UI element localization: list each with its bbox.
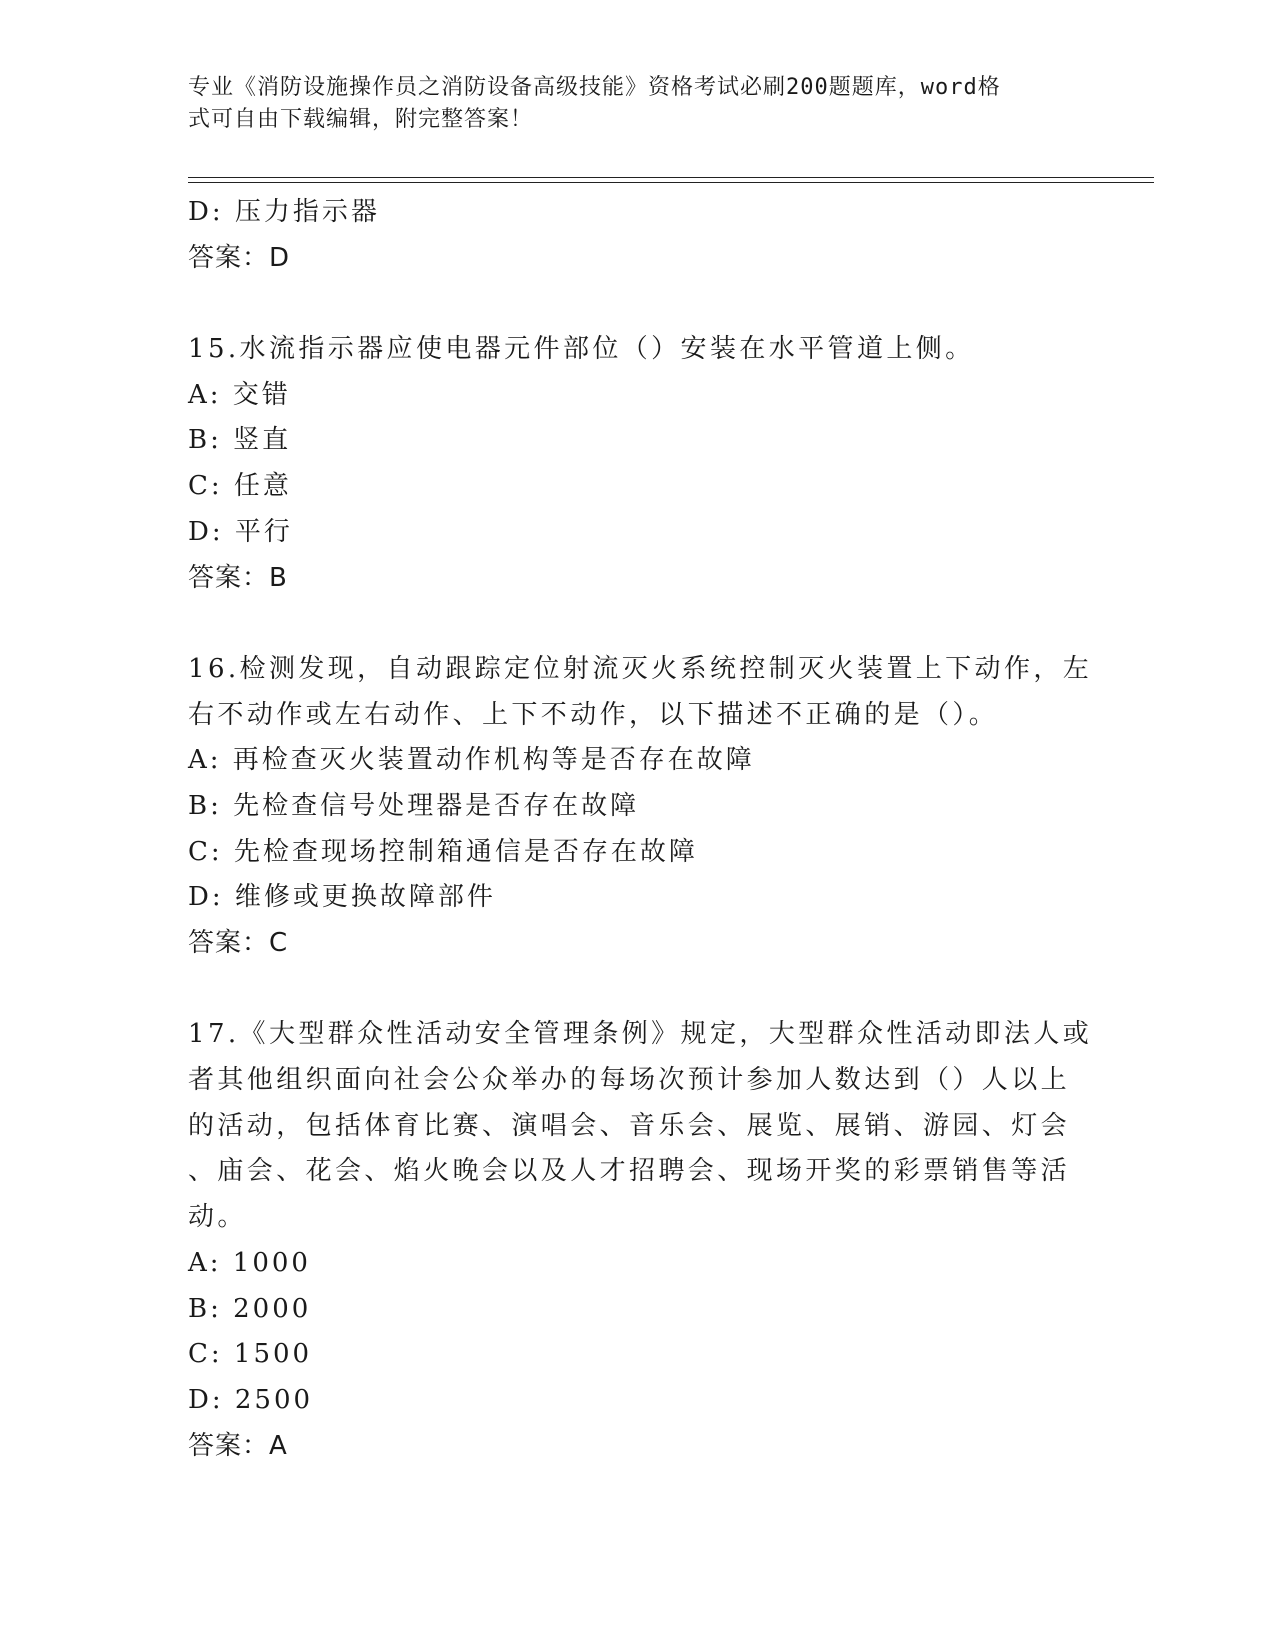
- header-line-2: 式可自由下载编辑，附完整答案！: [188, 107, 534, 132]
- option-b: B: 先检查信号处理器是否存在故障: [188, 790, 640, 821]
- option-b: B: 竖直: [188, 425, 292, 456]
- header-divider-top: [188, 177, 1154, 178]
- header-divider-bottom: [188, 182, 1154, 183]
- option-d: D: 2500: [188, 1384, 314, 1415]
- option-c: C: 先检查现场控制箱通信是否存在故障: [188, 836, 698, 867]
- question-text-line: 16.检测发现，自动跟踪定位射流灭火系统控制灭火装置上下动作，左: [188, 653, 1093, 684]
- answer: 答案：A: [188, 1430, 288, 1461]
- answer: 答案：C: [188, 928, 289, 958]
- option-d: D: 平行: [188, 516, 293, 547]
- question-text-line: 的活动，包括体育比赛、演唱会、音乐会、展览、展销、游园、灯会: [188, 1110, 1071, 1141]
- option-a: A: 1000: [188, 1247, 311, 1278]
- question-16: [188, 647, 1093, 967]
- option-d: D: 维修或更换故障部件: [188, 882, 496, 913]
- prev-option-d: D: 压力指示器: [188, 197, 380, 227]
- option-b: B: 2000: [188, 1293, 312, 1324]
- question-text-line: 动。: [188, 1202, 247, 1233]
- option-c: C: 1500: [188, 1339, 313, 1370]
- question-17: [188, 1012, 1093, 1469]
- spacer: [188, 281, 1088, 327]
- document-header: [188, 72, 1068, 136]
- answer: 答案：B: [188, 562, 288, 593]
- header-line-1: 专业《消防设施操作员之消防设备高级技能》资格考试必刷200题题库，word格: [188, 75, 1001, 100]
- spacer: [188, 967, 1088, 1013]
- question-content: [188, 190, 1093, 1469]
- option-a: A: 再检查灭火装置动作机构等是否存在故障: [188, 745, 755, 776]
- question-text-line: 17.《大型群众性活动安全管理条例》规定，大型群众性活动即法人或: [188, 1019, 1093, 1050]
- question-15: [188, 327, 1088, 601]
- question-text-line: 、庙会、花会、焰火晚会以及人才招聘会、现场开奖的彩票销售等活: [188, 1156, 1071, 1187]
- option-a: A: 交错: [188, 379, 291, 410]
- option-c: C: 任意: [188, 471, 292, 502]
- question-text-line: 15.水流指示器应使电器元件部位（）安装在水平管道上侧。: [188, 334, 975, 365]
- question-text-line: 者其他组织面向社会公众举办的每场次预计参加人数达到（）人以上: [188, 1065, 1071, 1096]
- prev-answer: 答案：D: [188, 242, 291, 273]
- spacer: [188, 601, 1088, 647]
- question-text-line: 右不动作或左右动作、上下不动作，以下描述不正确的是（）。: [188, 699, 999, 730]
